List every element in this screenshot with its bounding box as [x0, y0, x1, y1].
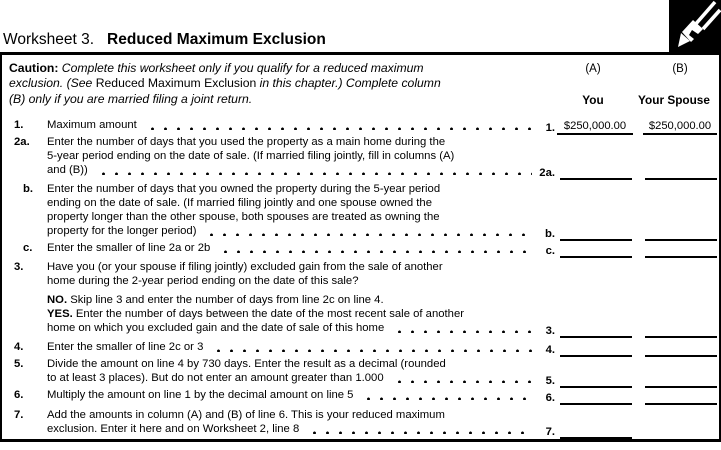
instruction-line: [47, 210, 534, 224]
column-b-header: Your Spouse: [638, 93, 710, 107]
column-b-blank[interactable]: [645, 169, 717, 180]
instruction-text: Enter the number of days between the date of the most recent sale of another: [72, 308, 464, 320]
caution-line: [9, 61, 533, 76]
worksheet-row: [2, 241, 719, 255]
answer-line-number: 2a.: [539, 167, 555, 179]
column-a-header: You: [582, 93, 604, 107]
dot-leader: [203, 232, 532, 236]
instruction-text: Enter the number of days that you owned the property during the 5-year period: [47, 183, 441, 195]
answer-choice-label: NO.: [47, 294, 68, 306]
instruction-text: and (B)): [47, 164, 88, 176]
instruction-text: property for the longer period): [47, 225, 197, 237]
column-a-blank[interactable]: [560, 394, 632, 405]
dot-leader: [217, 249, 532, 253]
instruction-text: Divide the amount on line 4 by 730 days. Enter the result as a decimal (rounded: [47, 358, 446, 370]
instruction-line: [47, 196, 534, 210]
instruction-line: [47, 135, 534, 149]
caution-text: Caution:: [9, 61, 59, 75]
line-instructions: [47, 182, 534, 238]
worksheet-title: Reduced Maximum Exclusion: [107, 31, 326, 48]
answer-line-number: b.: [544, 228, 555, 240]
column-b-blank[interactable]: [645, 247, 717, 258]
line-instructions: [47, 340, 534, 354]
worksheet-row: [2, 408, 719, 436]
column-a-blank[interactable]: [560, 428, 632, 439]
line-instructions: [47, 357, 534, 385]
instruction-text: Maximum amount: [47, 119, 137, 131]
column-b-tag: (B): [672, 63, 688, 75]
line-number: 5.: [14, 358, 24, 370]
instruction-line: [47, 118, 534, 132]
line-instructions: [47, 408, 534, 436]
worksheet-box: [0, 52, 721, 442]
pencil-icon: [669, 0, 721, 52]
instruction-text: home on which you excluded gain and the date of sale of this home: [47, 322, 385, 334]
line-instructions: [47, 135, 534, 177]
worksheet-row: [2, 340, 719, 354]
caution-note: [9, 61, 533, 107]
answer-area: [531, 120, 717, 135]
page-title: [3, 31, 326, 49]
instruction-line: [47, 321, 534, 335]
answer-area: [531, 166, 717, 180]
dot-leader: [95, 171, 532, 175]
instruction-text: Add the amounts in column (A) and (B) of line 6. This is your reduced maximum: [47, 409, 445, 421]
column-b-blank[interactable]: [645, 377, 717, 388]
worksheet-row: [2, 135, 719, 177]
instruction-text: Enter the smaller of line 2a or 2b: [47, 242, 211, 254]
answer-line-number: 6.: [545, 392, 555, 404]
instruction-line: [47, 340, 534, 354]
caution-text: exclusion. (See: [9, 76, 96, 91]
instruction-line: [47, 260, 534, 274]
answer-line-number: 1.: [545, 122, 555, 134]
dot-leader: [360, 396, 532, 400]
instruction-line: [47, 307, 534, 321]
worksheet-row: [2, 260, 719, 335]
instruction-text: property longer than the other spouse, both spouses are treated as owning the: [47, 211, 440, 223]
instruction-line: [47, 224, 534, 238]
line-number: 6.: [14, 389, 24, 401]
instruction-line: [47, 408, 534, 422]
answer-line-number: 7.: [545, 426, 555, 438]
answer-area: [531, 425, 717, 439]
column-a-blank[interactable]: [560, 327, 632, 338]
column-a-blank[interactable]: [560, 377, 632, 388]
column-a-tag: (A): [585, 63, 601, 75]
dot-leader: [391, 379, 532, 383]
dot-leader: [306, 430, 532, 434]
instruction-text: to at least 3 places). But do not enter an amount greater than 1.000: [47, 372, 384, 384]
instruction-line: [47, 182, 534, 196]
instruction-text: 5-year period ending on the date of sale. (If married filing jointly, fill in columns (A): [47, 150, 455, 162]
column-b-blank[interactable]: [645, 346, 717, 357]
caution-text: Complete this worksheet only if you qualify for a reduced maximum: [58, 61, 424, 75]
worksheet-row: [2, 357, 719, 385]
column-a-blank[interactable]: [560, 247, 632, 258]
instruction-text: Enter the number of days that you used the property as a main home during the: [47, 136, 446, 148]
answer-area: [531, 244, 717, 258]
worksheet-row: [2, 388, 719, 402]
instruction-line: [47, 241, 534, 255]
answer-line-number: 3.: [545, 325, 555, 337]
answer-area: [531, 324, 717, 338]
line-instructions: [47, 118, 534, 132]
worksheet-row: [2, 182, 719, 238]
line-number: c.: [23, 242, 33, 254]
column-a-blank[interactable]: [560, 346, 632, 357]
instruction-text: Multiply the amount on line 1 by the decimal amount on line 5: [47, 389, 354, 401]
instruction-text: Skip line 3 and enter the number of days from line 2c on line 4.: [67, 294, 384, 306]
line-instructions: [47, 260, 534, 335]
column-a-value: $250,000.00: [557, 120, 633, 135]
instruction-line: [47, 357, 534, 371]
worksheet-row: [2, 118, 719, 132]
instruction-text: home during the 2-year period ending on the date of this sale?: [47, 275, 359, 287]
column-b-blank[interactable]: [645, 230, 717, 241]
dot-leader: [210, 348, 532, 352]
column-a-blank[interactable]: [560, 169, 632, 180]
dot-leader: [391, 329, 532, 333]
column-b-blank[interactable]: [645, 327, 717, 338]
column-b-empty: [645, 428, 717, 439]
instruction-text: ending on the date of sale. (If married filing jointly and one spouse owned the: [47, 197, 432, 209]
instruction-line: [47, 293, 534, 307]
instruction-text: Have you (or your spouse if filing jointly) excluded gain from the sale of another: [47, 261, 443, 273]
line-number: b.: [23, 183, 34, 195]
answer-area: [531, 343, 717, 357]
line-number: 2a.: [14, 136, 30, 148]
line-number: 1.: [14, 119, 24, 131]
answer-line-number: 4.: [545, 344, 555, 356]
caution-line: [9, 92, 533, 107]
dot-leader: [144, 126, 532, 130]
column-b-value: $250,000.00: [643, 120, 717, 135]
column-a-blank[interactable]: [560, 230, 632, 241]
column-b-blank[interactable]: [645, 394, 717, 405]
caution-text: in this chapter.) Complete column: [256, 76, 441, 91]
answer-choice-label: YES.: [47, 308, 73, 320]
caution-text: Reduced Maximum Exclusion: [95, 76, 257, 91]
instruction-text: Enter the smaller of line 2c or 3: [47, 341, 204, 353]
answer-line-number: c.: [545, 245, 555, 257]
line-number: 7.: [14, 409, 24, 421]
instruction-line: [47, 274, 534, 288]
caution-line: [9, 76, 533, 91]
line-instructions: [47, 388, 534, 402]
worksheet-number: Worksheet 3.: [3, 31, 95, 48]
caution-text: (B) only if you are married filing a joint return.: [9, 91, 253, 106]
instruction-line: [47, 163, 534, 177]
instruction-line: [47, 422, 534, 436]
answer-area: [531, 391, 717, 405]
answer-area: [531, 227, 717, 241]
worksheet-rows: [2, 118, 719, 439]
line-number: 4.: [14, 341, 24, 353]
instruction-text: exclusion. Enter it here and on Worksheet 2, line 8: [47, 423, 300, 435]
line-instructions: [47, 241, 534, 255]
line-number: 3.: [14, 261, 24, 273]
instruction-line: [47, 149, 534, 163]
instruction-line: [47, 371, 534, 385]
answer-line-number: 5.: [545, 375, 555, 387]
answer-area: [531, 374, 717, 388]
instruction-line: [47, 388, 534, 402]
